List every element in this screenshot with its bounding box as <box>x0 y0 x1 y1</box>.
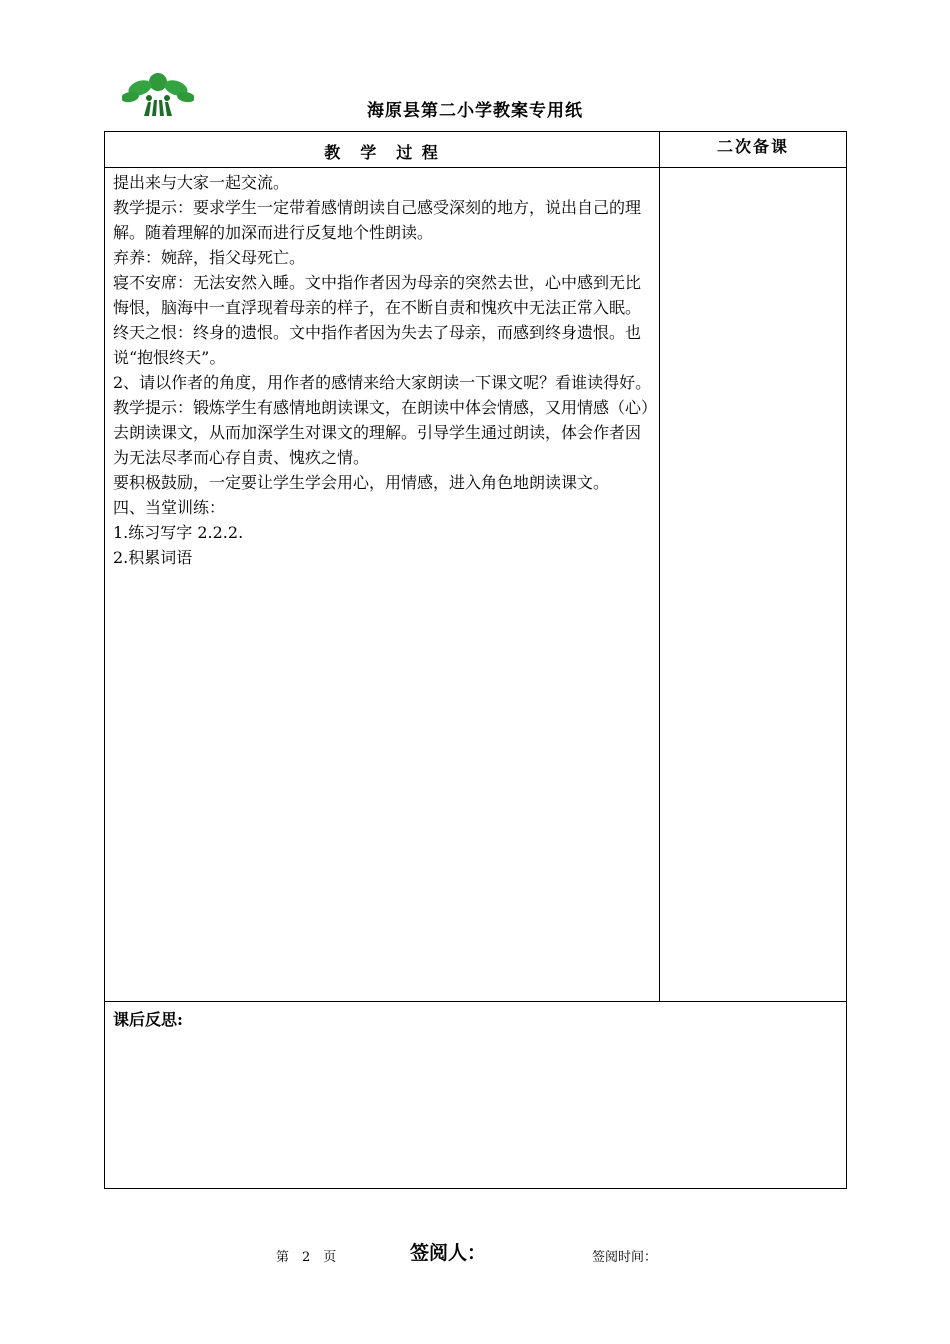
content-paragraph: 终天之恨：终身的遗恨。文中指作者因为失去了母亲，而感到终身遗恨。也说“抱恨终天”。 <box>113 323 642 367</box>
content-paragraph: 寝不安席：无法安然入睡。文中指作者因为母亲的突然去世，心中感到无比悔恨，脑海中一直浮现着母亲的样子，在不断自责和愧疚中无法正常入眠。 <box>113 273 642 317</box>
header-divider <box>105 167 846 168</box>
content-paragraph: 2、请以作者的角度，用作者的感情来给大家朗读一下课文呢？看谁读得好。 <box>113 373 652 392</box>
lesson-plan-table <box>104 131 847 1189</box>
content-paragraph: 提出来与大家一起交流。 <box>113 173 290 192</box>
content-paragraph: 教学提示：锻炼学生有感情地朗读课文，在朗读中体会情感，又用情感（心）去朗读课文，从而加深学生对课文的理解。引导学生通过朗读，体会作者因为无法尽孝而心存自责、愧疚之情。 <box>113 398 650 467</box>
school-title: 海原县第二小学教案专用纸 <box>367 101 583 121</box>
content-paragraph: 2.积累词语 <box>113 548 193 567</box>
second-preparation-header: 二次备课 <box>716 137 789 156</box>
content-paragraph: 弃养：婉辞，指父母死亡。 <box>113 248 306 267</box>
signer-label: 签阅人： <box>410 1242 487 1264</box>
content-paragraph: 教学提示：要求学生一定带着感情朗读自己感受深刻的地方，说出自己的理解。随着理解的加深而进行反复地个性朗读。 <box>113 198 642 242</box>
content-paragraph: 要积极鼓励，一定要让学生学会用心，用情感，进入角色地朗读课文。 <box>113 473 610 492</box>
page-number: 第 2 页 <box>276 1250 337 1265</box>
sign-time-label: 签阅时间： <box>592 1250 658 1265</box>
teaching-process-content <box>113 170 653 570</box>
teaching-process-header: 教 学 过 程 <box>324 143 440 162</box>
content-paragraph: 四、当堂训练： <box>113 498 226 517</box>
column-divider <box>659 132 660 1002</box>
content-paragraph: 1.练习写字 2.2.2. <box>113 523 244 542</box>
reflection-label: 课后反思: <box>113 1010 183 1029</box>
page-footer <box>0 1244 950 1274</box>
reflection-divider <box>105 1001 846 1002</box>
